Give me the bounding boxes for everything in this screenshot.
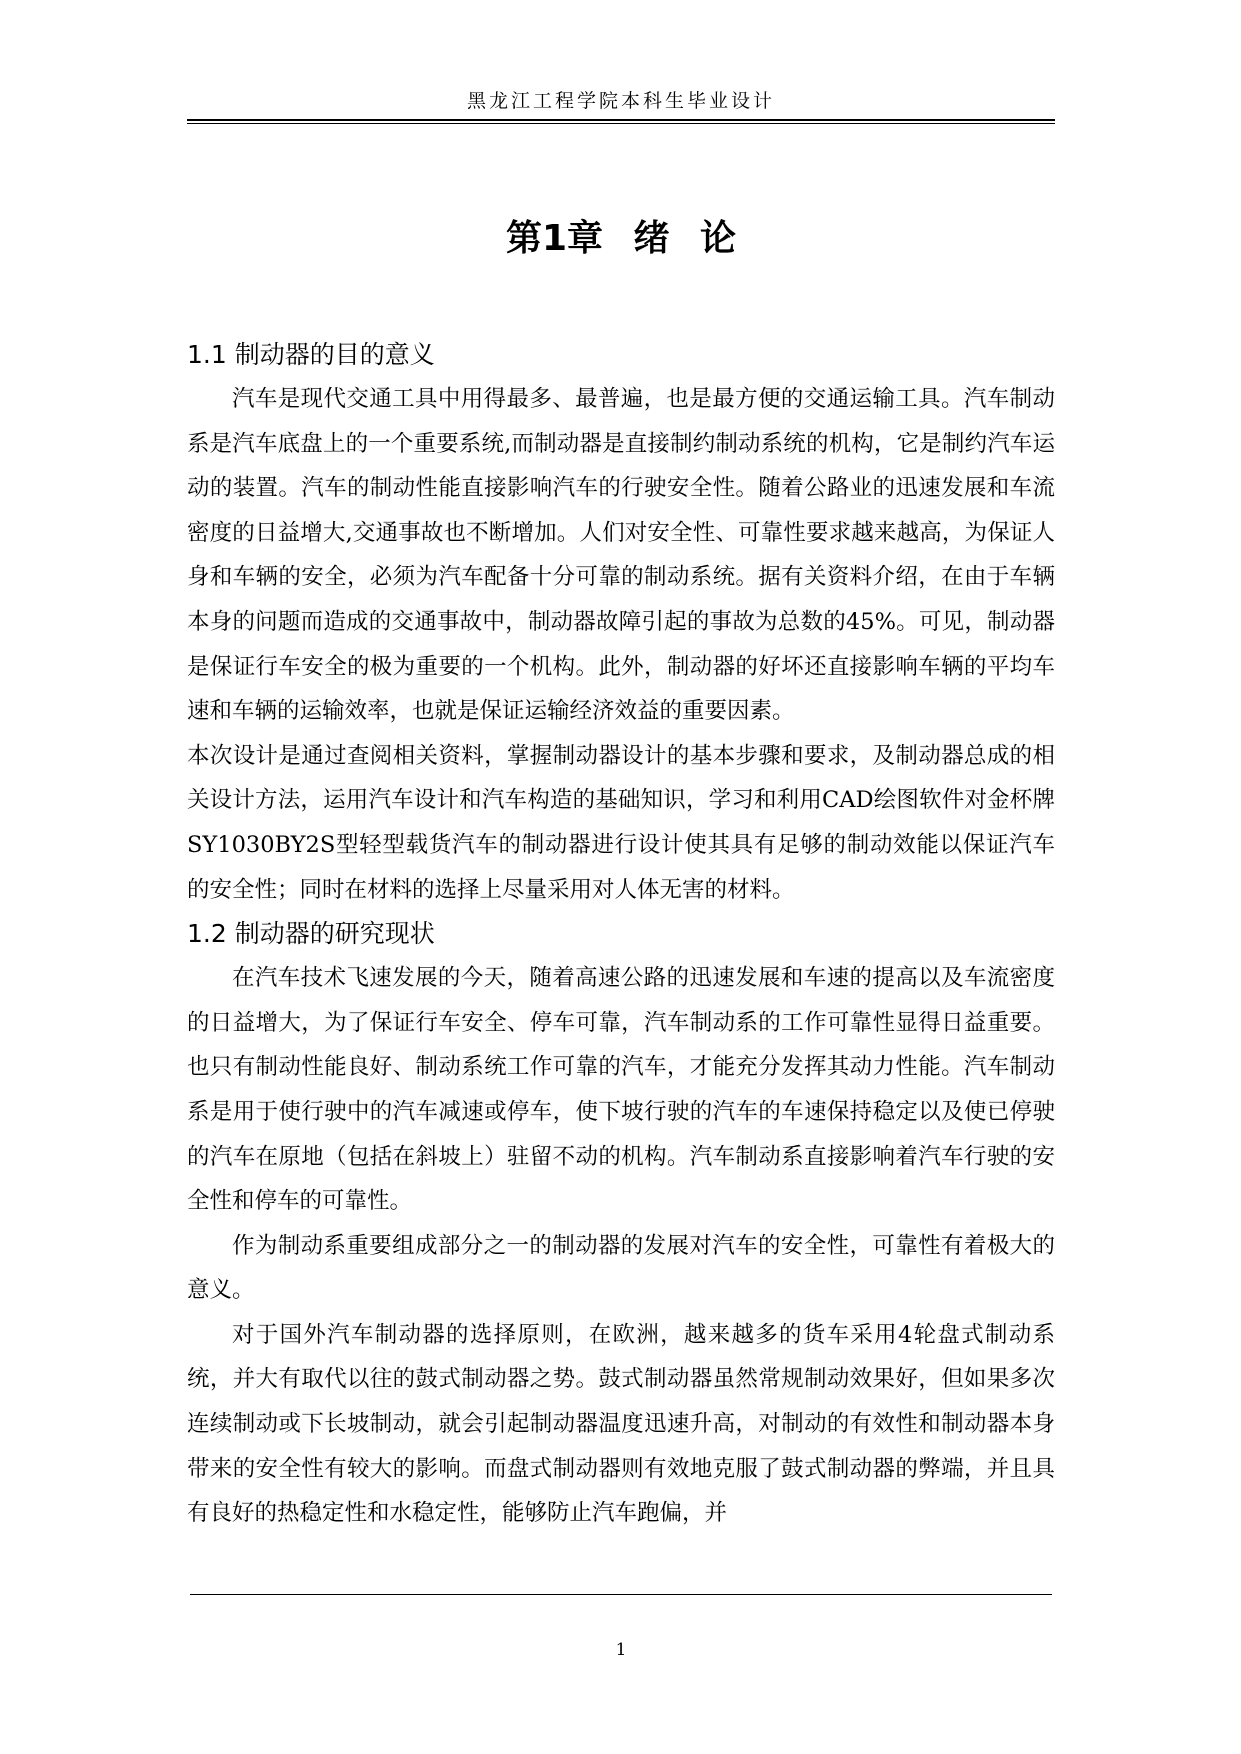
- paragraph: 作为制动系重要组成部分之一的制动器的发展对汽车的安全性，可靠性有着极大的意义。: [187, 1232, 1055, 1304]
- footer-rule: [190, 1594, 1052, 1595]
- header-rule: [187, 119, 1055, 121]
- section-heading-1-1: 1.1 制动器的目的意义: [187, 340, 435, 369]
- paragraph: 汽车是现代交通工具中用得最多、最普遍，也是最方便的交通运输工具。汽车制动系是汽车底盘上的一个重要系统,而制动器是直接制约制动系统的机构，它是制约汽车运动的装置。汽车的制动性能直接影响汽车的行驶安全性。随着公路业的迅速发展和车流密度的日益增大,交通事故也不断增加。人们对安全性、可靠性要求越来越高，为保证人身和车辆的安全，必须为汽车配备十分可靠的制动系统。据有关资料介绍，在由于车辆本身的问题而造成的交通事故中，制动器故障引起的事故为总数的45%。可见，制动器是保证行车安全的极为重要的一个机构。此外，制动器的好坏还直接影响车辆的平均车速和车辆的运输效率，也就是保证运输经济效益的重要因素。: [187, 386, 1055, 725]
- chapter-title: 第1章 绪 论: [505, 218, 737, 259]
- page-body: [187, 333, 1055, 1536]
- paragraph: 对于国外汽车制动器的选择原则，在欧洲，越来越多的货车采用4轮盘式制动系统，并大有取代以往的鼓式制动器之势。鼓式制动器虽然常规制动效果好，但如果多次连续制动或下长坡制动，就会引起制动器温度迅速升高，对制动的有效性和制动器本身带来的安全性有较大的影响。而盘式制动器则有效地克服了鼓式制动器的弊端，并且具有良好的热稳定性和水稳定性，能够防止汽车跑偏，并: [187, 1321, 1055, 1527]
- paragraph: 本次设计是通过查阅相关资料，掌握制动器设计的基本步骤和要求，及制动器总成的相关设计方法，运用汽车设计和汽车构造的基础知识，学习和利用CAD绘图软件对金杯牌SY1030BY2S型轻型载货汽车的制动器进行设计使其具有足够的制动效能以保证汽车的安全性；同时在材料的选择上尽量采用对人体无害的材料。: [187, 742, 1055, 903]
- section-heading-1-2: 1.2 制动器的研究现状: [187, 919, 435, 949]
- paragraph: 在汽车技术飞速发展的今天，随着高速公路的迅速发展和车速的提高以及车流密度的日益增大，为了保证行车安全、停车可靠，汽车制动系的工作可靠性显得日益重要。也只有制动性能良好、制动系统工作可靠的汽车，才能充分发挥其动力性能。汽车制动系是用于使行驶中的汽车减速或停车，使下坡行驶的汽车的车速保持稳定以及使已停驶的汽车在原地（包括在斜坡上）驻留不动的机构。汽车制动系直接影响着汽车行驶的安全性和停车的可靠性。: [187, 965, 1055, 1215]
- header-rule-thin: [187, 123, 1055, 124]
- running-header: 黑龙江工程学院本科生毕业设计: [466, 90, 775, 112]
- page-number: 1: [615, 1640, 627, 1660]
